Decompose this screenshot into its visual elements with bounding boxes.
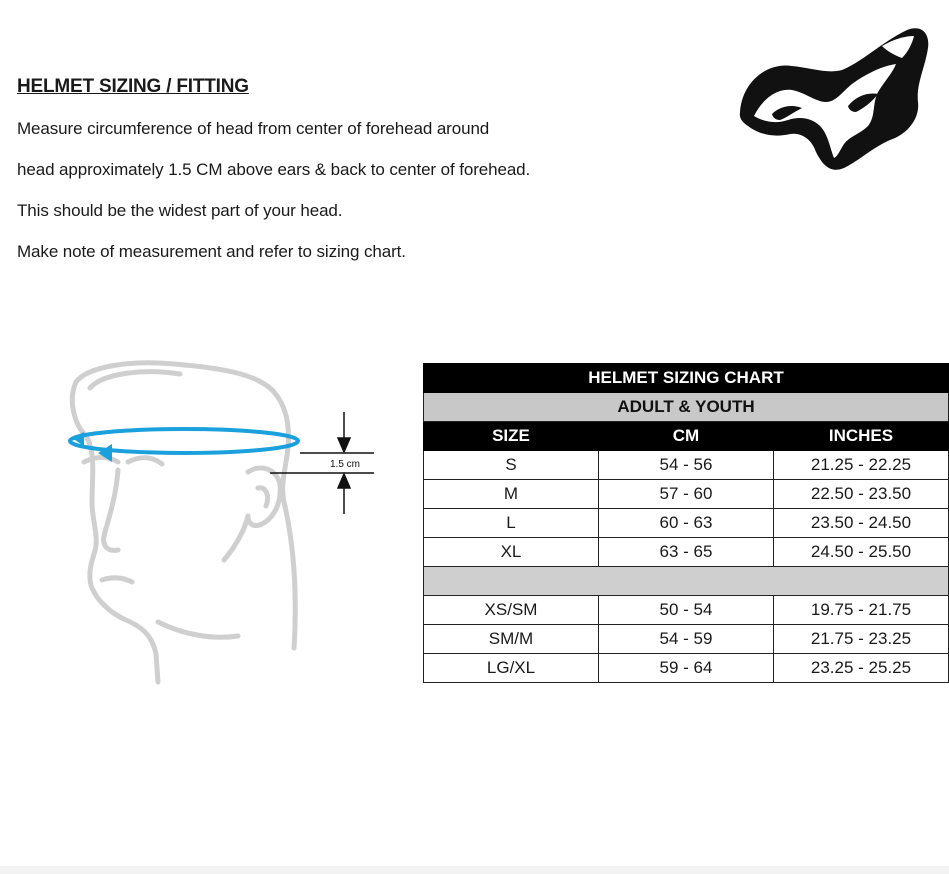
- inches-cell: 23.50 - 24.50: [774, 509, 949, 538]
- page-footer-strip: [0, 866, 949, 874]
- cm-cell: 60 - 63: [599, 509, 774, 538]
- cm-cell: 57 - 60: [599, 480, 774, 509]
- sizing-chart-table: [423, 363, 949, 683]
- column-header-inches: INCHES: [774, 422, 949, 451]
- column-header-cm: CM: [599, 422, 774, 451]
- table-title: HELMET SIZING CHART: [424, 364, 949, 393]
- cm-cell: 54 - 56: [599, 451, 774, 480]
- column-header-size: SIZE: [424, 422, 599, 451]
- size-cell: XS/SM: [424, 596, 599, 625]
- separator-cell: [424, 567, 949, 596]
- table-row: [424, 480, 949, 509]
- fox-head-logo-icon: [732, 22, 932, 174]
- size-cell: SM/M: [424, 625, 599, 654]
- inches-cell: 21.25 - 22.25: [774, 451, 949, 480]
- instruction-line: Make note of measurement and refer to sizing chart.: [17, 242, 406, 261]
- size-cell: L: [424, 509, 599, 538]
- measure-label: 1.5 cm: [330, 459, 361, 470]
- table-header-row: [424, 422, 949, 451]
- table-subtitle-row: [424, 393, 949, 422]
- instruction-line: head approximately 1.5 CM above ears & back to center of forehead.: [17, 160, 531, 179]
- cm-cell: 50 - 54: [599, 596, 774, 625]
- table-row: [424, 451, 949, 480]
- inches-cell: 22.50 - 23.50: [774, 480, 949, 509]
- table-subtitle: ADULT & YOUTH: [424, 393, 949, 422]
- instruction-line: This should be the widest part of your head.: [17, 201, 343, 220]
- table-row: [424, 538, 949, 567]
- cm-cell: 63 - 65: [599, 538, 774, 567]
- head-measurement-illustration: [62, 352, 382, 690]
- page-title: HELMET SIZING / FITTING: [17, 76, 249, 97]
- inches-cell: 23.25 - 25.25: [774, 654, 949, 683]
- inches-cell: 21.75 - 23.25: [774, 625, 949, 654]
- inches-cell: 19.75 - 21.75: [774, 596, 949, 625]
- cm-cell: 54 - 59: [599, 625, 774, 654]
- instruction-line: Measure circumference of head from center of forehead around: [17, 119, 490, 138]
- size-cell: XL: [424, 538, 599, 567]
- table-row: [424, 596, 949, 625]
- table-row: [424, 625, 949, 654]
- cm-cell: 59 - 64: [599, 654, 774, 683]
- size-cell: S: [424, 451, 599, 480]
- size-cell: LG/XL: [424, 654, 599, 683]
- table-separator-row: [424, 567, 949, 596]
- table-row: [424, 509, 949, 538]
- table-row: [424, 654, 949, 683]
- size-cell: M: [424, 480, 599, 509]
- inches-cell: 24.50 - 25.50: [774, 538, 949, 567]
- table-title-row: [424, 364, 949, 393]
